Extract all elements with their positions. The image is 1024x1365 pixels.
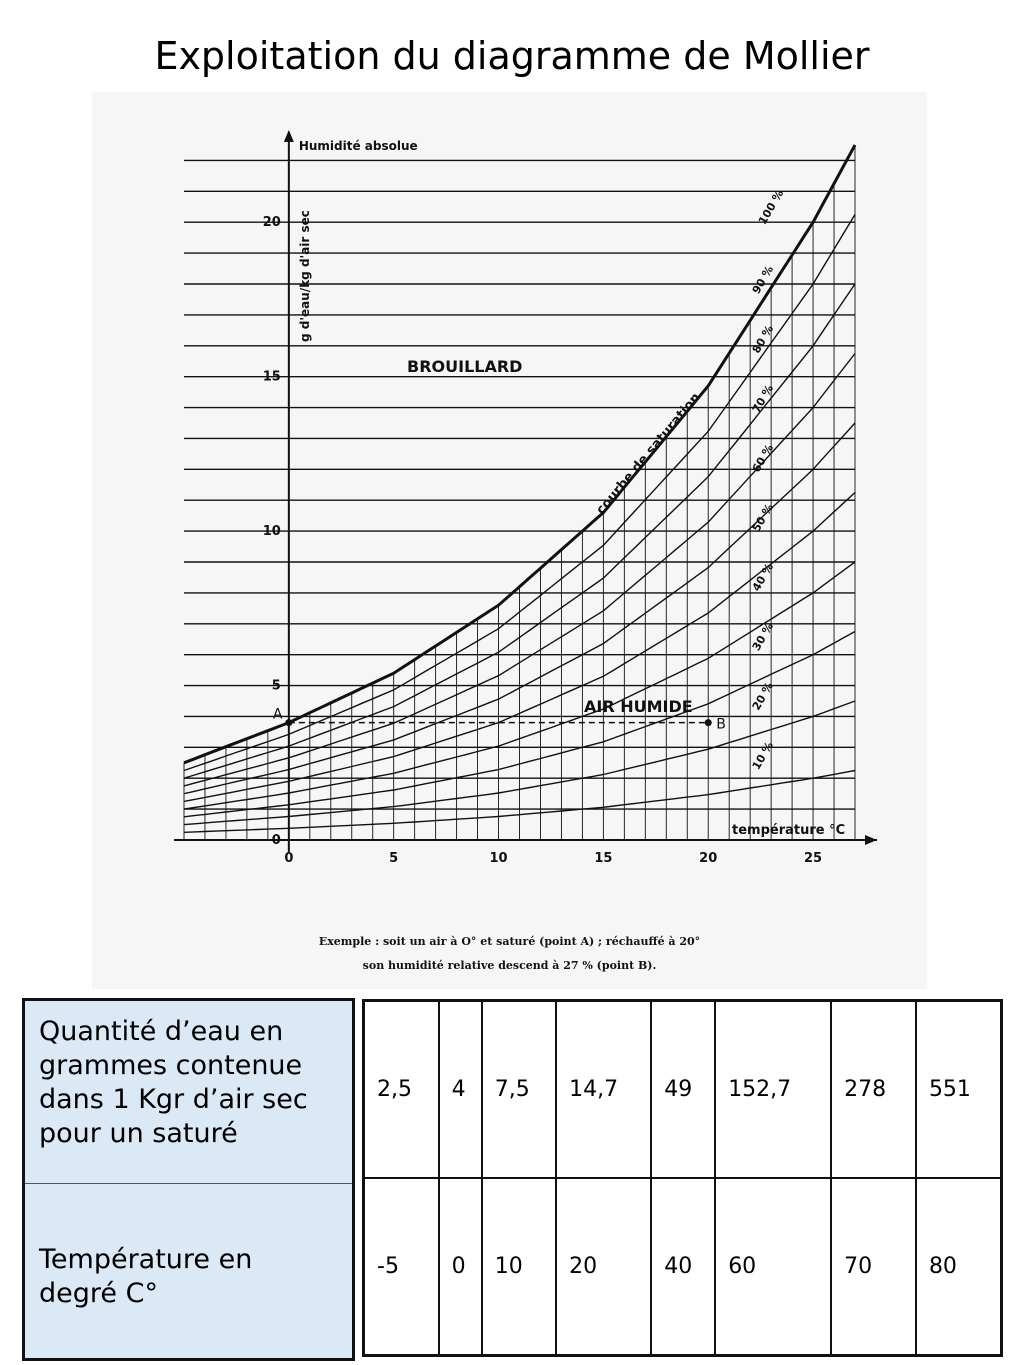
zone-label-air-humide: AIR HUMIDE [584, 697, 693, 716]
y-tick-label: 20 [262, 215, 281, 231]
y-tick-label: 15 [262, 369, 281, 385]
temperature-cell: -5 [364, 1178, 439, 1356]
saturation-data-table [362, 999, 1003, 1357]
x-tick-label: 25 [804, 851, 823, 866]
x-tick-label: 15 [594, 851, 613, 866]
rh-curve-label: 50 % [749, 501, 777, 535]
y-tick-label: 0 [271, 833, 281, 848]
example-caption-line-1: Exemple : soit un air à O° et saturé (point A) ; réchauffé à 20° [318, 935, 701, 948]
water-cell: 2,5 [364, 1001, 439, 1179]
temperature-cell: 40 [651, 1178, 715, 1356]
row-label-temperature: Température en degré C° [39, 1244, 253, 1309]
temperature-cell: 70 [831, 1178, 916, 1356]
water-cell: 278 [831, 1001, 916, 1179]
point-b-label: B [716, 716, 726, 733]
y-axis-unit: g d'eau/kg d'air sec [297, 210, 312, 342]
mollier-chart [92, 92, 927, 989]
x-tick-label: 0 [284, 851, 294, 866]
example-caption [92, 930, 927, 978]
mollier-diagram-scan [92, 92, 927, 989]
row-label-water-quantity: Quantité d’eau en grammes contenue dans 1 Kgr d’air sec pour un saturé [39, 1016, 308, 1149]
slide-title: Exploitation du diagramme de Mollier [154, 34, 870, 78]
table-row-labels [22, 998, 355, 1361]
temperature-cell: 80 [916, 1178, 1002, 1356]
rh-curve-label: 80 % [749, 322, 777, 356]
zone-label-brouillard: BROUILLARD [407, 357, 523, 376]
rh-curve-label: 10 % [749, 739, 777, 773]
water-cell: 14,7 [556, 1001, 651, 1179]
x-axis-unit: température °C [732, 823, 846, 838]
point-a-label: A [272, 706, 283, 723]
temperature-cell: 60 [715, 1178, 831, 1356]
x-tick-label: 5 [389, 851, 399, 866]
rh-curve-label: 100 % [756, 187, 787, 227]
rh-curve-label: 90 % [749, 263, 777, 297]
water-cell: 551 [916, 1001, 1002, 1179]
rh-curve-label: 20 % [749, 679, 777, 713]
temperature-cell: 0 [439, 1178, 482, 1356]
x-tick-label: 10 [489, 851, 508, 866]
water-cell: 7,5 [482, 1001, 556, 1179]
table-row-water [364, 1001, 1002, 1179]
water-cell: 152,7 [715, 1001, 831, 1179]
water-cell: 4 [439, 1001, 482, 1179]
y-tick-label: 10 [262, 524, 281, 540]
water-cell: 49 [651, 1001, 715, 1179]
temperature-cell: 10 [482, 1178, 556, 1356]
y-tick-label: 5 [271, 678, 281, 694]
rh-curve-label: 40 % [749, 560, 777, 594]
rh-curve-label: 70 % [749, 382, 777, 416]
rh-curve-label: 60 % [749, 441, 777, 475]
y-axis-arrow [284, 130, 294, 142]
x-tick-label: 20 [699, 851, 718, 866]
point-a-marker [285, 719, 292, 726]
example-caption-line-2: son humidité relative descend à 27 % (point B). [362, 959, 657, 972]
point-b-marker [705, 719, 712, 726]
y-axis-title: Humidité absolue [298, 139, 418, 153]
saturation-curve-label: courbe de saturation [593, 390, 704, 518]
row-label-divider [25, 1183, 352, 1184]
x-axis-arrow [865, 835, 877, 845]
temperature-cell: 20 [556, 1178, 651, 1356]
rh-curve-label: 30 % [749, 620, 777, 654]
table-row-temperature [364, 1178, 1002, 1356]
